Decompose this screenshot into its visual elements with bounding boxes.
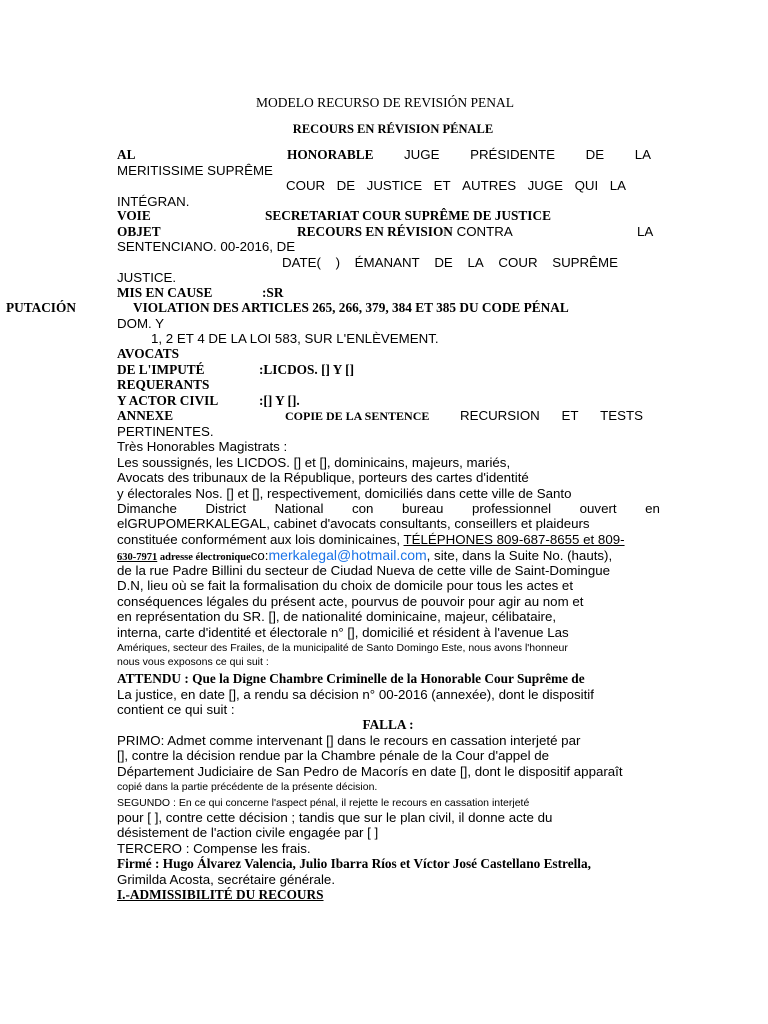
body-line-small: Amériques, secteur des Frailes, de la municipalité de Santo Domingo Este, nous avons l'honneur xyxy=(117,642,568,654)
objet-cour: COUR xyxy=(498,255,538,270)
voie-label: VOIE xyxy=(117,208,151,223)
impute-value: :LICDOS. [] Y [] xyxy=(259,362,355,377)
phone-number-cont[interactable]: 630-7971 xyxy=(117,552,158,563)
word: professionnel xyxy=(471,501,552,516)
body-line: elGRUPOMERKALEGAL, cabinet d'avocats consultants, conseillers et plaideurs xyxy=(117,516,590,531)
word: bureau xyxy=(402,501,444,516)
body-line: de la rue Padre Billini du secteur de Ciudad Nueva de cette ville de Saint-Domingue xyxy=(117,563,611,578)
email-line-rest: , site, dans la Suite No. (hauts), xyxy=(426,548,613,563)
annexe-et: ET xyxy=(561,408,579,423)
body-line-small: copié dans la partie précédente de la présente décision. xyxy=(117,781,378,793)
al-honorable: HONORABLE xyxy=(287,147,374,162)
al-line-1 xyxy=(287,147,651,163)
al-autres: AUTRES xyxy=(462,178,517,193)
firme-line: Firmé : Hugo Álvarez Valencia, Julio Ibarra Ríos et Víctor José Castellano Estrella, xyxy=(117,856,591,871)
body-line: désistement de l'action civile engagée par [ ] xyxy=(117,825,379,840)
annexe-tests: TESTS xyxy=(600,408,643,423)
al-la-2: LA xyxy=(609,178,626,193)
al-cour-de: DE xyxy=(336,178,356,193)
word: Dimanche xyxy=(117,501,177,516)
objet-line-4: JUSTICE. xyxy=(117,270,177,285)
word: National xyxy=(274,501,324,516)
mis-en-cause-value: :SR xyxy=(262,285,284,300)
email-label: adresse électronique xyxy=(157,552,251,563)
body-line: Avocats des tribunaux de la République, porteurs des cartes d'identité xyxy=(117,470,529,485)
objet-contra: CONTRA xyxy=(456,224,513,239)
body-line: D.N, lieu où se fait la formalisation du choix de domicile pour tous les actes et xyxy=(117,578,574,593)
objet-line-2: SENTENCIANO. 00-2016, DE xyxy=(117,239,296,254)
al-cour: COUR xyxy=(286,178,326,193)
objet-la: LA xyxy=(637,224,654,239)
body-line: Les soussignés, les LICDOS. [] et [], dominicains, majeurs, mariés, xyxy=(117,455,511,470)
word: con xyxy=(351,501,374,516)
al-justice: JUSTICE xyxy=(366,178,423,193)
al-la: LA xyxy=(634,147,651,162)
al-de: DE xyxy=(585,147,605,162)
al-line-4: INTÉGRAN. xyxy=(117,194,190,209)
annexe-line-2: PERTINENTES. xyxy=(117,424,214,439)
al-qui: QUI xyxy=(574,178,599,193)
objet-paren: ) xyxy=(335,255,340,270)
falla-heading: FALLA : xyxy=(362,717,414,732)
objet-la-2: LA xyxy=(467,255,484,270)
email-link[interactable]: merkalegal@hotmail.com xyxy=(268,547,427,563)
objet-bold: RECOURS EN RÉVISION xyxy=(297,224,453,239)
body-line: en représentation du SR. [], de nationalité dominicaine, majeur, célibataire, xyxy=(117,609,557,624)
email-prefix: co: xyxy=(250,548,269,563)
requerants-label: REQUERANTS xyxy=(117,377,210,392)
body-line-small: nous vous exposons ce qui suit : xyxy=(117,656,269,668)
body-line: interna, carte d'identité et électorale n° [], domicilié et résident à l'avenue Las xyxy=(117,625,569,640)
body-line: Grimilda Acosta, secrétaire générale. xyxy=(117,872,336,887)
body-line: TERCERO : Compense les frais. xyxy=(117,841,311,856)
objet-emanant: ÉMANANT xyxy=(354,255,420,270)
document-title: MODELO RECURSO DE REVISIÓN PENAL xyxy=(255,95,514,110)
phone-number[interactable]: TÉLÉPHONES 809-687-8655 et 809- xyxy=(403,532,625,547)
body-line: y électorales Nos. [] et [], respectivement, domiciliés dans cette ville de Santo xyxy=(117,486,572,501)
al-line-2: MERITISSIME SUPRÊME xyxy=(117,163,273,178)
annexe-line-1 xyxy=(460,408,643,424)
dom-line: DOM. Y xyxy=(117,316,165,331)
loi-line: 1, 2 ET 4 DE LA LOI 583, SUR L'ENLÈVEMENT. xyxy=(151,331,439,346)
mis-en-cause-label: MIS EN CAUSE xyxy=(117,285,213,300)
objet-label: OBJET xyxy=(117,224,161,239)
impute-label: DE L'IMPUTÉ xyxy=(117,362,205,377)
annexe-label: ANNEXE xyxy=(117,408,174,423)
body-line: La justice, en date [], a rendu sa décision n° 00-2016 (annexée), dont le dispositif xyxy=(117,687,594,702)
document-subtitle: RECOURS EN RÉVISION PÉNALE xyxy=(292,122,494,136)
greeting: Très Honorables Magistrats : xyxy=(117,439,288,454)
al-et: ET xyxy=(433,178,451,193)
objet-de: DE xyxy=(434,255,453,270)
putacion-value: VIOLATION DES ARTICLES 265, 266, 379, 384 ET 385 DU CODE PÉNAL xyxy=(133,300,569,315)
voie-value: SECRETARIAT COUR SUPRÊME DE JUSTICE xyxy=(265,208,551,223)
body-line: conséquences légales du présent acte, pourvus de pouvoir pour agir au nom et xyxy=(117,594,584,609)
word: District xyxy=(205,501,247,516)
body-line: Département Judiciaire de San Pedro de Macorís en date [], dont le dispositif apparaît xyxy=(117,764,623,779)
actor-civil-label: Y ACTOR CIVIL xyxy=(117,393,219,408)
objet-line-3 xyxy=(282,255,618,271)
putacion-label: PUTACIÓN xyxy=(6,300,76,315)
body-line: pour [ ], contre cette décision ; tandis que sur le plan civil, il donne acte du xyxy=(117,810,553,825)
al-presidente: PRÉSIDENTE xyxy=(470,147,556,162)
actor-civil-value: :[] Y []. xyxy=(259,393,300,408)
annexe-recursion: RECURSION xyxy=(460,408,540,423)
al-line-3 xyxy=(286,178,626,194)
body-line-small: SEGUNDO : En ce qui concerne l'aspect pénal, il rejette le recours en cassation interjeté xyxy=(117,797,530,809)
phone-line-text: constituée conformément aux lois dominicaines, xyxy=(117,532,404,547)
body-line: contient ce qui suit : xyxy=(117,702,235,717)
word: ouvert xyxy=(579,501,617,516)
al-juge: JUGE xyxy=(404,147,440,162)
objet-date: DATE( xyxy=(282,255,321,270)
al-label: AL xyxy=(117,147,136,162)
objet-line-1 xyxy=(297,224,513,240)
objet-supreme: SUPRÊME xyxy=(552,255,618,270)
word: en xyxy=(645,501,660,516)
al-juge-2: JUGE xyxy=(527,178,564,193)
avocats-label: AVOCATS xyxy=(117,346,180,361)
phone-line xyxy=(117,532,625,548)
body-line-justified xyxy=(117,501,660,517)
body-line: PRIMO: Admet comme intervenant [] dans le recours en cassation interjeté par xyxy=(117,733,581,748)
body-line: [], contre la décision rendue par la Chambre pénale de la Cour d'appel de xyxy=(117,748,550,763)
annexe-copie: COPIE DE LA SENTENCE xyxy=(285,409,430,423)
section-heading: I.-ADMISSIBILITÉ DU RECOURS xyxy=(117,887,324,902)
attendu-line: ATTENDU : Que la Digne Chambre Criminelle de la Honorable Cour Suprême de xyxy=(117,671,585,686)
